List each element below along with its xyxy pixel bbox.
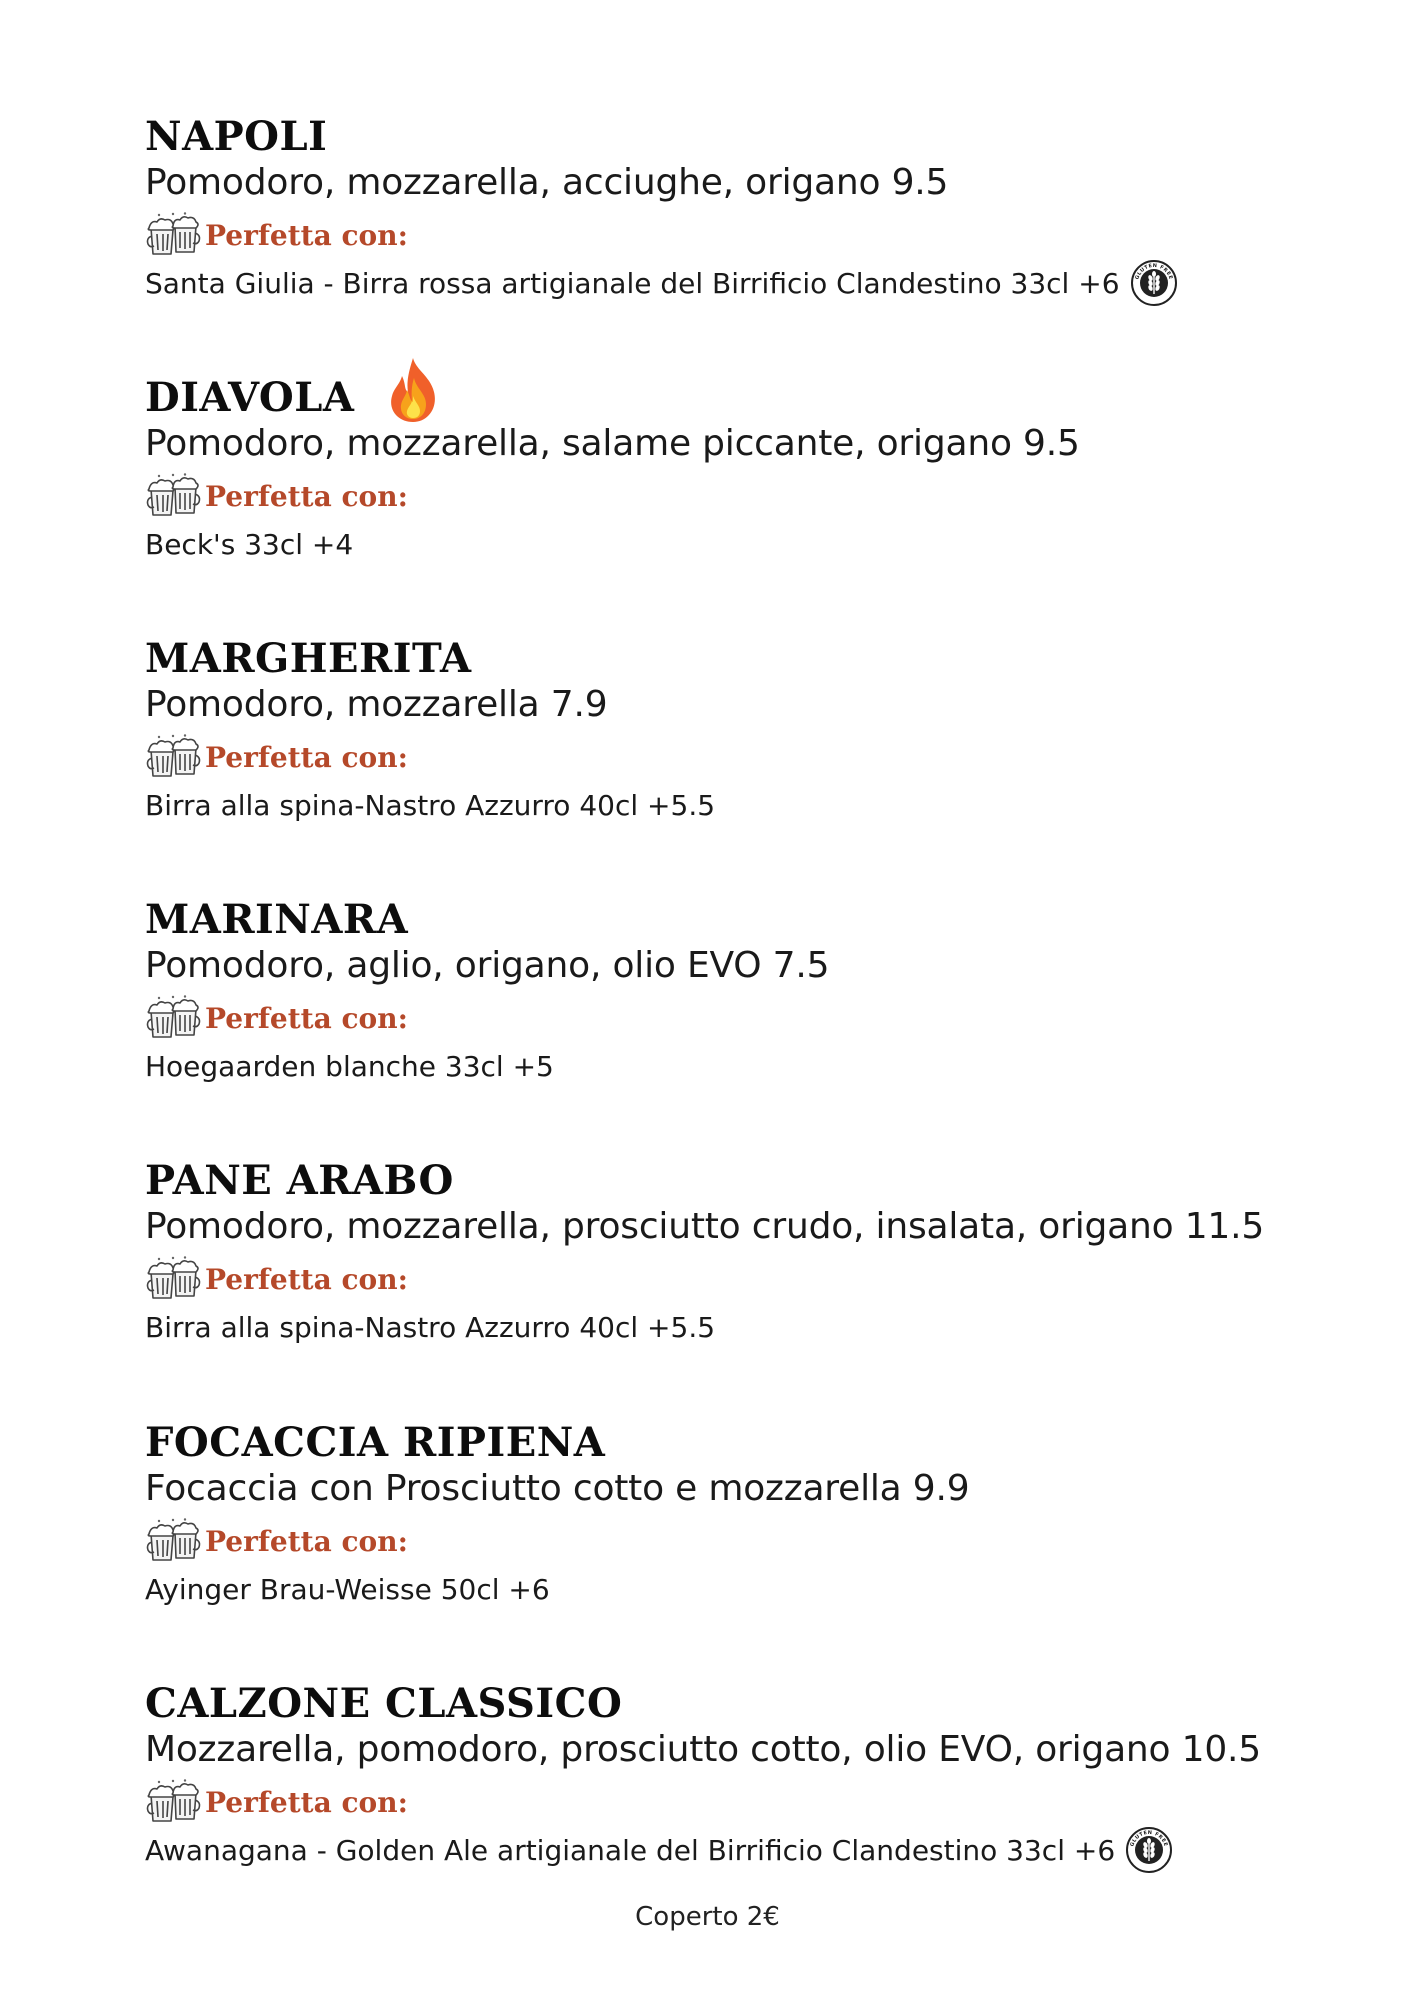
- pairing-row: [145, 212, 408, 258]
- menu-item-margherita: [145, 630, 1305, 830]
- pairing-row: [145, 1518, 408, 1564]
- beer-mugs-cheers-icon: [145, 1256, 201, 1302]
- menu-item-diavola: [145, 369, 1305, 569]
- pizza-description: Pomodoro, mozzarella, acciughe, origano 9.5: [145, 162, 949, 203]
- pizza-description: Pomodoro, mozzarella 7.9: [145, 684, 608, 725]
- name-row: [145, 369, 440, 425]
- beer-suggestion: Hoegaarden blanche 33cl +5: [145, 1049, 554, 1083]
- pairing-row: [145, 1779, 408, 1825]
- pizza-description: Focaccia con Prosciutto cotto e mozzarella 9.9: [145, 1468, 970, 1509]
- pizza-name: NAPOLI: [145, 112, 328, 160]
- name-row: [145, 1152, 454, 1208]
- pairing-row: [145, 734, 408, 780]
- menu-item-pane-arabo: [145, 1152, 1305, 1352]
- gluten-free-icon: [1125, 1826, 1173, 1874]
- svg-text:GLUTEN FREE: GLUTEN FREE: [1133, 262, 1174, 281]
- beer-mugs-cheers-icon: [145, 995, 201, 1041]
- beer-mugs-cheers-icon: [145, 473, 201, 519]
- pairing-label: Perfetta con:: [205, 1524, 408, 1558]
- beer-row: [145, 258, 1178, 308]
- pairing-label: Perfetta con:: [205, 1785, 408, 1819]
- beer-mugs-cheers-icon: [145, 1779, 201, 1825]
- pizza-name: CALZONE CLASSICO: [145, 1679, 623, 1727]
- beer-row: [145, 519, 353, 569]
- pizza-description: Mozzarella, pomodoro, prosciutto cotto, olio EVO, origano 10.5: [145, 1729, 1261, 1770]
- pizza-description: Pomodoro, aglio, origano, olio EVO 7.5: [145, 945, 830, 986]
- pairing-row: [145, 473, 408, 519]
- name-row: [145, 1675, 622, 1731]
- menu-item-napoli: [145, 108, 1305, 308]
- beer-mugs-cheers-icon: [145, 1518, 201, 1564]
- beer-suggestion: Birra alla spina-Nastro Azzurro 40cl +5.5: [145, 788, 716, 822]
- beer-suggestion: Santa Giulia - Birra rossa artigianale del Birrificio Clandestino 33cl +6: [145, 266, 1120, 300]
- flame-icon: [386, 356, 440, 424]
- pizza-description: Pomodoro, mozzarella, prosciutto crudo, insalata, origano 11.5: [145, 1206, 1265, 1247]
- gluten-free-icon: [1130, 259, 1178, 307]
- pairing-row: [145, 995, 408, 1041]
- beer-row: [145, 1825, 1173, 1875]
- pizza-name: DIAVOLA: [145, 373, 355, 421]
- beer-suggestion: Ayinger Brau-Weisse 50cl +6: [145, 1572, 550, 1606]
- menu-item-focaccia-ripiena: [145, 1414, 1305, 1614]
- pairing-label: Perfetta con:: [205, 479, 408, 513]
- beer-row: [145, 780, 715, 830]
- pizza-description: Pomodoro, mozzarella, salame piccante, origano 9.5: [145, 423, 1080, 464]
- beer-row: [145, 1041, 554, 1091]
- pizza-name: PANE ARABO: [145, 1156, 454, 1204]
- name-row: [145, 108, 327, 164]
- cover-charge-note: Coperto 2€: [635, 1902, 780, 1932]
- beer-suggestion: Awanagana - Golden Ale artigianale del Birrificio Clandestino 33cl +6: [145, 1833, 1116, 1867]
- pairing-row: [145, 1256, 408, 1302]
- name-row: [145, 1414, 605, 1470]
- menu-item-marinara: [145, 891, 1305, 1091]
- name-row: [145, 891, 408, 947]
- pairing-label: Perfetta con:: [205, 1262, 408, 1296]
- beer-mugs-cheers-icon: [145, 734, 201, 780]
- menu-item-calzone-classico: [145, 1675, 1305, 1875]
- beer-suggestion: Beck's 33cl +4: [145, 527, 354, 561]
- svg-text:GLUTEN FREE: GLUTEN FREE: [1129, 1829, 1169, 1848]
- beer-row: [145, 1302, 715, 1352]
- pairing-label: Perfetta con:: [205, 1001, 408, 1035]
- pairing-label: Perfetta con:: [205, 740, 408, 774]
- name-row: [145, 630, 472, 686]
- pairing-label: Perfetta con:: [205, 218, 408, 252]
- pizza-name: FOCACCIA RIPIENA: [145, 1418, 606, 1466]
- pizza-name: MARINARA: [145, 895, 409, 943]
- beer-row: [145, 1564, 550, 1614]
- pizza-name: MARGHERITA: [145, 634, 472, 682]
- beer-suggestion: Birra alla spina-Nastro Azzurro 40cl +5.5: [145, 1310, 716, 1344]
- beer-mugs-cheers-icon: [145, 212, 201, 258]
